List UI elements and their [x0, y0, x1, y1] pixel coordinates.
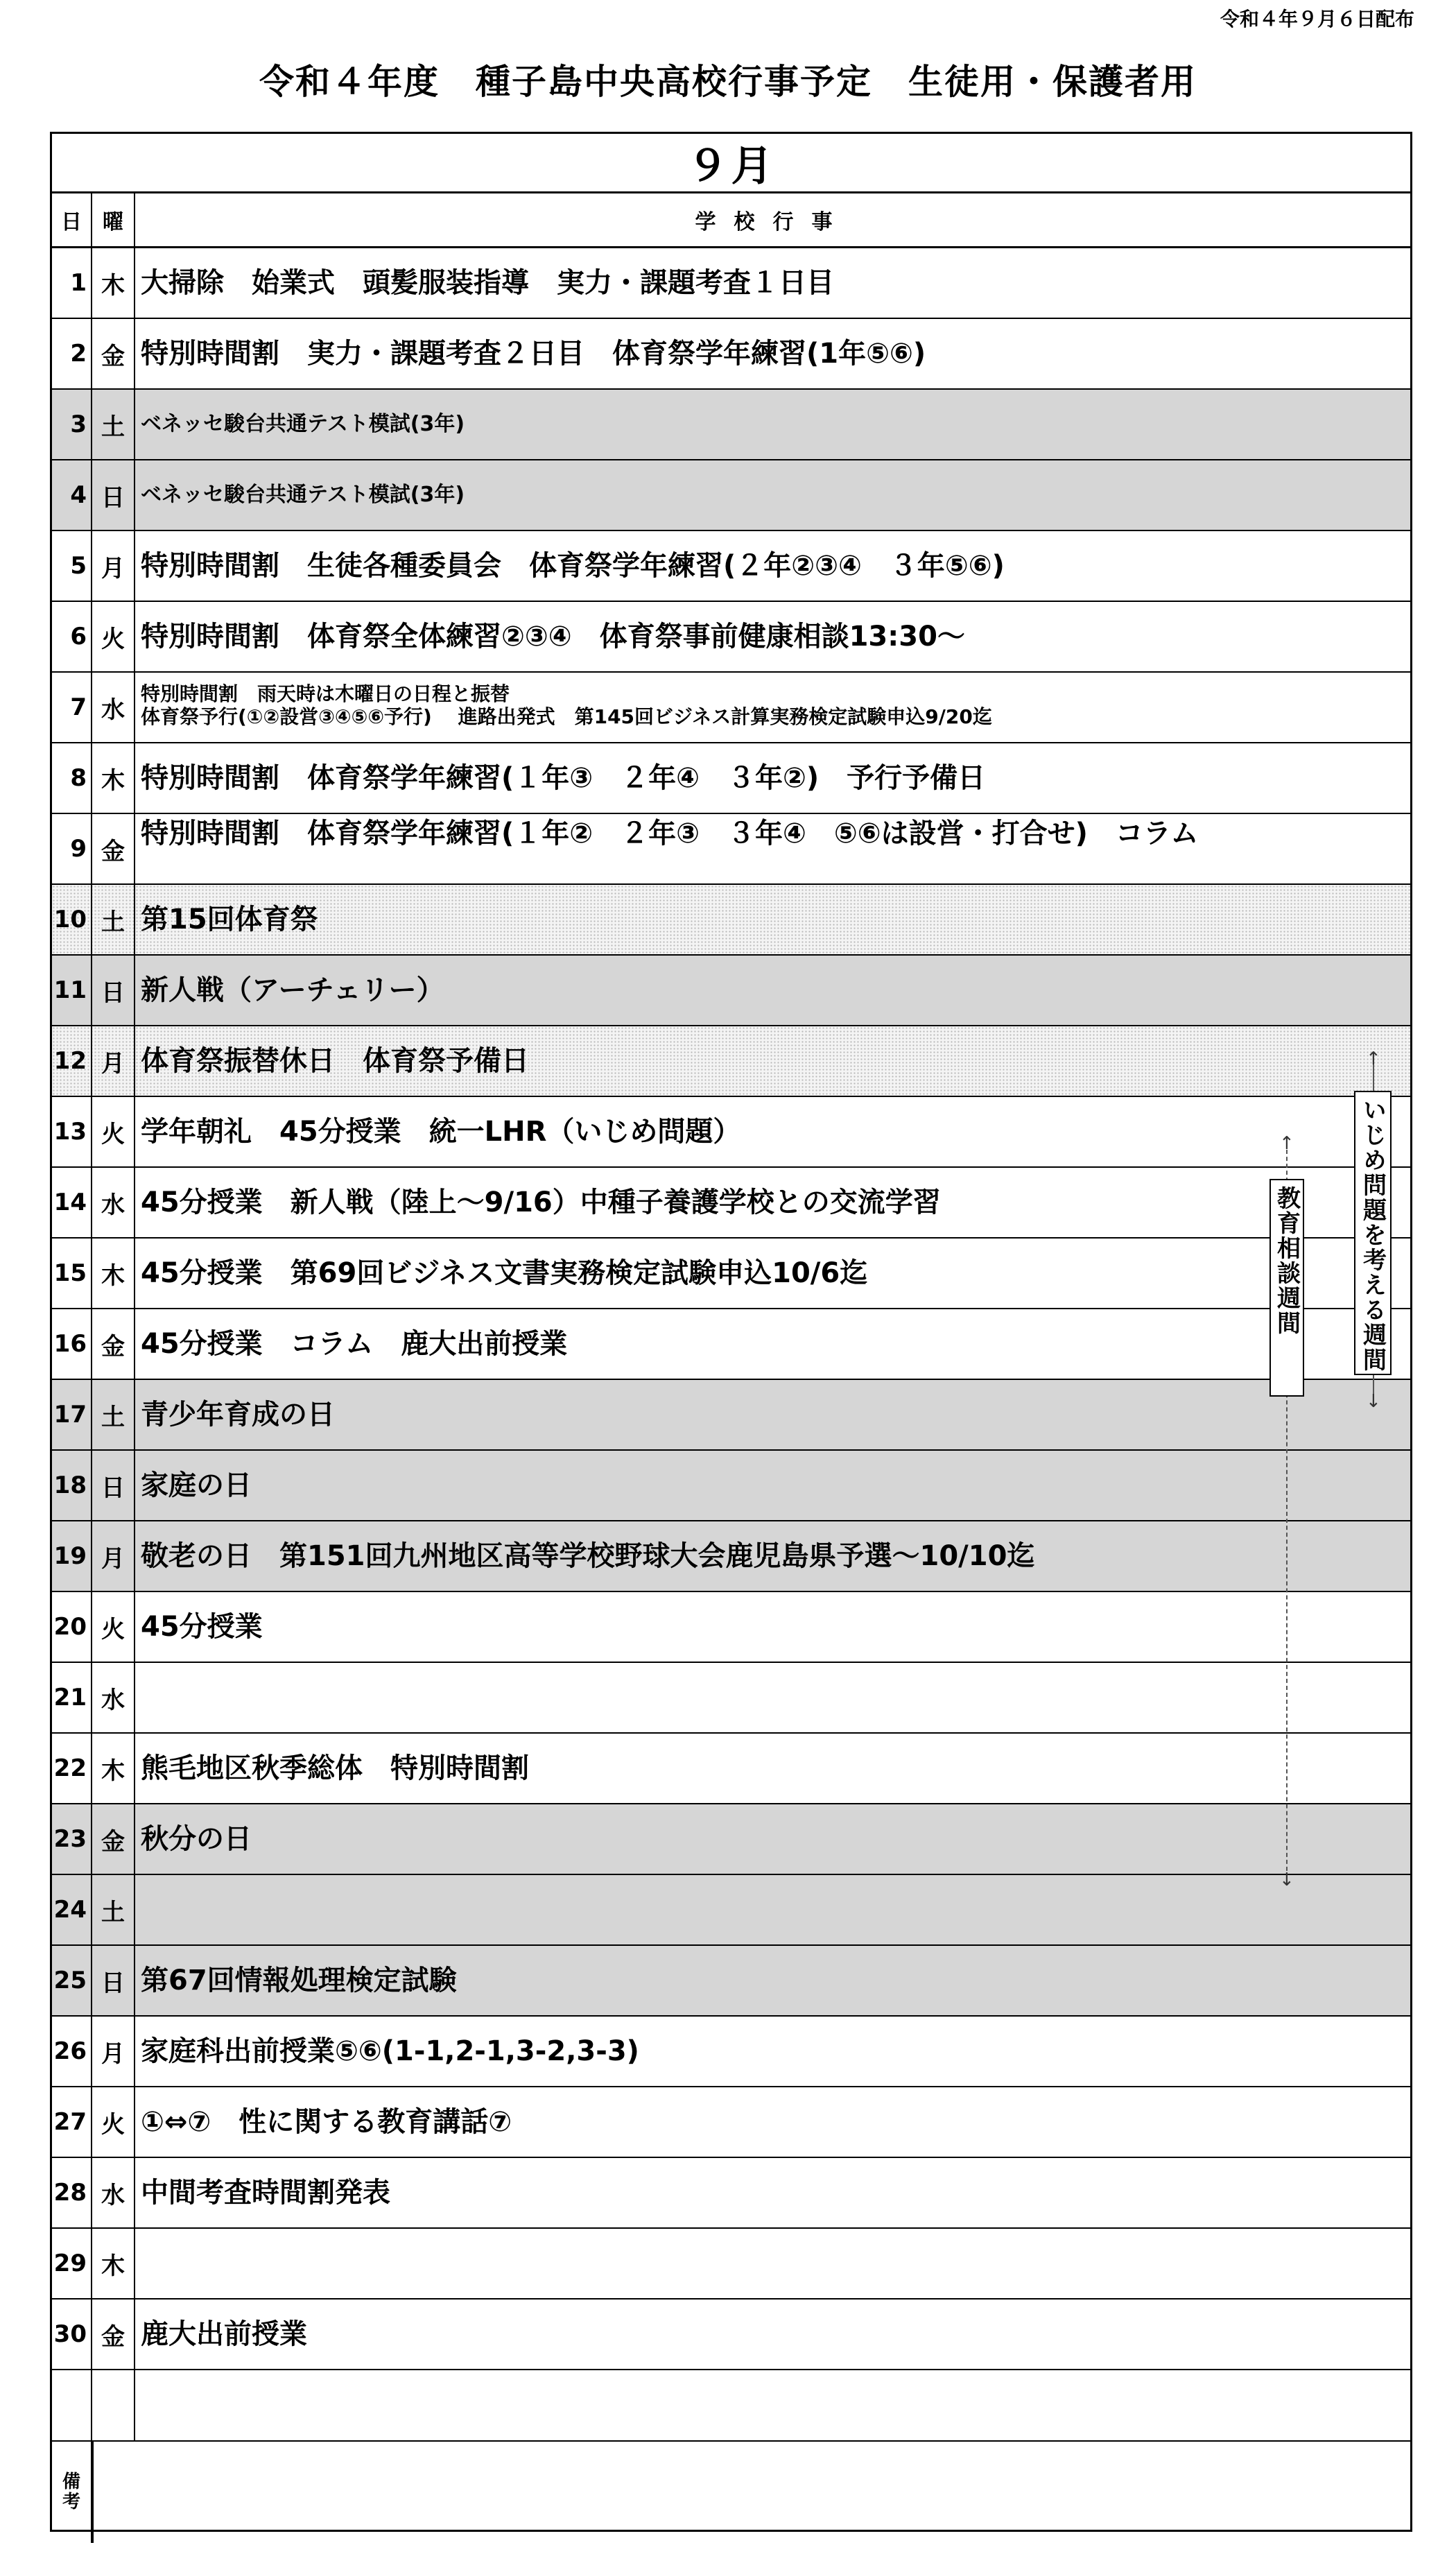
header-day: 日: [52, 193, 92, 246]
weekday: 木: [92, 248, 135, 318]
event-cell: [135, 319, 1410, 388]
header-events: 学校行事: [695, 210, 851, 234]
event-text-line-2: 体育祭予行(①②設営③④⑤⑥予行) 進路出発式 第145回ビジネス計算実務検定試験申込9/20迄: [141, 705, 992, 729]
event-text: 特別時間割 体育祭学年練習(１年② ２年③ ３年④ ⑤⑥は設営・打合せ) コラム: [141, 818, 1199, 849]
page-title: 令和４年度 種子島中央高校行事予定 生徒用・保護者用: [259, 62, 1197, 102]
schedule-rows: [52, 248, 1410, 2543]
event-cell: [135, 1380, 1410, 1449]
event-cell: [135, 1804, 1410, 1874]
month-heading: ９月: [52, 134, 1410, 193]
remarks-label-char-1: 備: [62, 2471, 80, 2493]
day-number: 7: [52, 673, 92, 742]
event-text: 45分授業 第69回ビジネス文書実務検定試験申込10/6迄: [141, 1257, 868, 1289]
event-cell: [135, 602, 1410, 671]
day-number: 16: [52, 1309, 92, 1379]
day-number: 1: [52, 248, 92, 318]
event-text: 特別時間割 生徒各種委員会 体育祭学年練習(２年②③④ ３年⑤⑥): [141, 549, 1005, 582]
table-row: [52, 602, 1410, 673]
day-number: 11: [52, 956, 92, 1025]
weekday: 日: [92, 1451, 135, 1520]
event-cell: [135, 1097, 1410, 1166]
event-cell: [135, 460, 1410, 530]
event-text: 家庭科出前授業⑤⑥(1-1,2-1,3-2,3-3): [141, 2035, 639, 2067]
event-cell: [135, 1663, 1410, 1732]
remarks-row: [52, 2442, 1410, 2543]
day-number: 30: [52, 2300, 92, 2369]
remarks-label: [52, 2442, 92, 2543]
remarks-text: [92, 2442, 1410, 2543]
table-row: [52, 2017, 1410, 2087]
weekday: 金: [92, 1309, 135, 1379]
event-text: 新人戦（アーチェリー）: [141, 974, 444, 1006]
table-row: [52, 673, 1410, 743]
weekday: 土: [92, 885, 135, 954]
event-cell: [135, 1239, 1410, 1308]
blank-event: [135, 2370, 1410, 2440]
weekday: 日: [92, 956, 135, 1025]
table-row: [52, 2229, 1410, 2300]
weekday: 金: [92, 814, 135, 883]
event-cell: [135, 2087, 1410, 2157]
event-text: 45分授業 新人戦（陸上～9/16）中種子養護学校との交流学習: [141, 1186, 941, 1218]
day-number: 14: [52, 1168, 92, 1237]
weekday: 土: [92, 1875, 135, 1944]
day-number: 28: [52, 2158, 92, 2227]
table-row: [52, 2158, 1410, 2229]
day-number: 17: [52, 1380, 92, 1449]
weekday: 月: [92, 2017, 135, 2086]
weekday: 火: [92, 1592, 135, 1662]
weekday: 土: [92, 1380, 135, 1449]
event-cell: [135, 390, 1410, 459]
event-cell: [135, 1592, 1410, 1662]
table-row: [52, 2087, 1410, 2158]
table-row: [52, 390, 1410, 460]
weekday: 水: [92, 673, 135, 742]
event-text: 体育祭振替休日 体育祭予備日: [141, 1044, 529, 1077]
day-number: 4: [52, 460, 92, 530]
table-row: [52, 1875, 1410, 1946]
table-row: [52, 2300, 1410, 2370]
event-cell: [135, 885, 1410, 954]
day-number: 13: [52, 1097, 92, 1166]
day-number: 12: [52, 1026, 92, 1096]
day-number: 22: [52, 1734, 92, 1803]
weekday: 火: [92, 1097, 135, 1166]
day-number: 26: [52, 2017, 92, 2086]
day-number: 23: [52, 1804, 92, 1874]
event-text: ベネッセ駿台共通テスト模試(3年): [141, 412, 465, 437]
event-text: 青少年育成の日: [141, 1398, 335, 1431]
day-number: 25: [52, 1946, 92, 2015]
day-number: 27: [52, 2087, 92, 2157]
counseling-week-arrow-up-icon: ↑: [1279, 1133, 1294, 1154]
blank-weekday: [92, 2370, 135, 2440]
table-row: [52, 248, 1410, 319]
event-cell: [135, 743, 1410, 813]
event-cell: [135, 531, 1410, 601]
weekday: 木: [92, 2229, 135, 2298]
table-row: [52, 1521, 1410, 1592]
event-text: 鹿大出前授業: [141, 2318, 307, 2350]
table-row: [52, 1663, 1410, 1734]
weekday: 木: [92, 1734, 135, 1803]
weekday: 月: [92, 531, 135, 601]
event-cell: [135, 2229, 1410, 2298]
table-row: [52, 1804, 1410, 1875]
event-cell: [135, 2300, 1410, 2369]
weekday: 火: [92, 602, 135, 671]
day-number: 21: [52, 1663, 92, 1732]
day-number: 2: [52, 319, 92, 388]
event-text: 大掃除 始業式 頭髪服装指導 実力・課題考査１日目: [141, 266, 834, 299]
weekday: 金: [92, 319, 135, 388]
day-number: 19: [52, 1521, 92, 1591]
day-number: 24: [52, 1875, 92, 1944]
day-number: 6: [52, 602, 92, 671]
table-row: [52, 531, 1410, 602]
event-text: 特別時間割 体育祭全体練習②③④ 体育祭事前健康相談13:30～: [141, 620, 965, 653]
event-text: 特別時間割 体育祭学年練習(１年③ ２年④ ３年②) 予行予備日: [141, 761, 986, 794]
table-row: [52, 460, 1410, 531]
event-cell: [135, 248, 1410, 318]
weekday: 日: [92, 1946, 135, 2015]
event-cell: [135, 673, 1410, 742]
event-cell: [135, 1451, 1410, 1520]
weekday: 月: [92, 1521, 135, 1591]
table-row: [52, 1097, 1410, 1168]
bullying-week-label: いじめ問題を考える週間: [1354, 1091, 1392, 1375]
table-row: [52, 319, 1410, 390]
event-text: ①⇔⑦ 性に関する教育講話⑦: [141, 2105, 512, 2138]
event-text: 秋分の日: [141, 1822, 252, 1855]
blank-row: [52, 2370, 1410, 2442]
event-text: 特別時間割 実力・課題考査２日目 体育祭学年練習(1年⑤⑥): [141, 337, 926, 370]
table-row: [52, 743, 1410, 814]
weekday: 金: [92, 2300, 135, 2369]
schedule-table: [50, 132, 1412, 2532]
weekday: 月: [92, 1026, 135, 1096]
weekday: 水: [92, 1663, 135, 1732]
event-text: 熊毛地区秋季総体 特別時間割: [141, 1752, 529, 1784]
event-cell: [135, 2017, 1410, 2086]
weekday: 木: [92, 743, 135, 813]
day-number: 18: [52, 1451, 92, 1520]
weekday: 水: [92, 2158, 135, 2227]
event-cell: [135, 1168, 1410, 1237]
day-number: 20: [52, 1592, 92, 1662]
table-row: [52, 1451, 1410, 1521]
counseling-week-label: 教育相談週間: [1269, 1179, 1304, 1397]
header-weekday: 曜: [92, 193, 135, 246]
weekday: 水: [92, 1168, 135, 1237]
event-text: 第67回情報処理検定試験: [141, 1964, 457, 1996]
event-text: 学年朝礼 45分授業 統一LHR（いじめ問題）: [141, 1115, 741, 1148]
event-text: 敬老の日 第151回九州地区高等学校野球大会鹿児島県予選～10/10迄: [141, 1539, 1035, 1572]
event-text: ベネッセ駿台共通テスト模試(3年): [141, 483, 465, 508]
table-row: [52, 1734, 1410, 1804]
counseling-week-arrow-down-icon: ↓: [1279, 1870, 1294, 1890]
event-cell: [135, 1026, 1410, 1096]
event-cell: [135, 814, 1410, 883]
table-row: [52, 956, 1410, 1026]
table-row: [52, 885, 1410, 956]
event-cell: [135, 1309, 1410, 1379]
bullying-week-arrow-up-icon: ↑: [1366, 1049, 1381, 1069]
weekday: 日: [92, 460, 135, 530]
table-row: [52, 1592, 1410, 1663]
event-text: 第15回体育祭: [141, 903, 318, 935]
column-headers: [52, 193, 1410, 248]
event-text: 45分授業: [141, 1610, 263, 1643]
event-text: 45分授業 コラム 鹿大出前授業: [141, 1327, 568, 1360]
day-number: 29: [52, 2229, 92, 2298]
remarks-label-char-2: 考: [62, 2492, 80, 2512]
day-number: 10: [52, 885, 92, 954]
day-number: 3: [52, 390, 92, 459]
blank-day: [52, 2370, 92, 2440]
table-row: [52, 814, 1410, 885]
day-number: 8: [52, 743, 92, 813]
event-cell: [135, 1946, 1410, 2015]
weekday: 金: [92, 1804, 135, 1874]
table-row: [52, 1026, 1410, 1097]
day-number: 15: [52, 1239, 92, 1308]
event-cell: [135, 1521, 1410, 1591]
day-number: 9: [52, 814, 92, 883]
table-row: [52, 1946, 1410, 2017]
event-cell: [135, 2158, 1410, 2227]
distribution-date: 令和４年９月６日配布: [1220, 8, 1414, 31]
table-row: [52, 1380, 1410, 1451]
weekday: 火: [92, 2087, 135, 2157]
weekday: 土: [92, 390, 135, 459]
event-cell: [135, 1734, 1410, 1803]
event-cell: [135, 1875, 1410, 1944]
day-number: 5: [52, 531, 92, 601]
weekday: 木: [92, 1239, 135, 1308]
event-cell: [135, 956, 1410, 1025]
table-row: [52, 1239, 1410, 1309]
event-text: 家庭の日: [141, 1469, 252, 1501]
bullying-week-arrow-down-icon: ↓: [1366, 1391, 1381, 1412]
event-text-line-1: 特別時間割 雨天時は木曜日の日程と振替: [141, 682, 510, 705]
table-row: [52, 1168, 1410, 1239]
event-text: 中間考査時間割発表: [141, 2176, 390, 2209]
table-row: [52, 1309, 1410, 1380]
